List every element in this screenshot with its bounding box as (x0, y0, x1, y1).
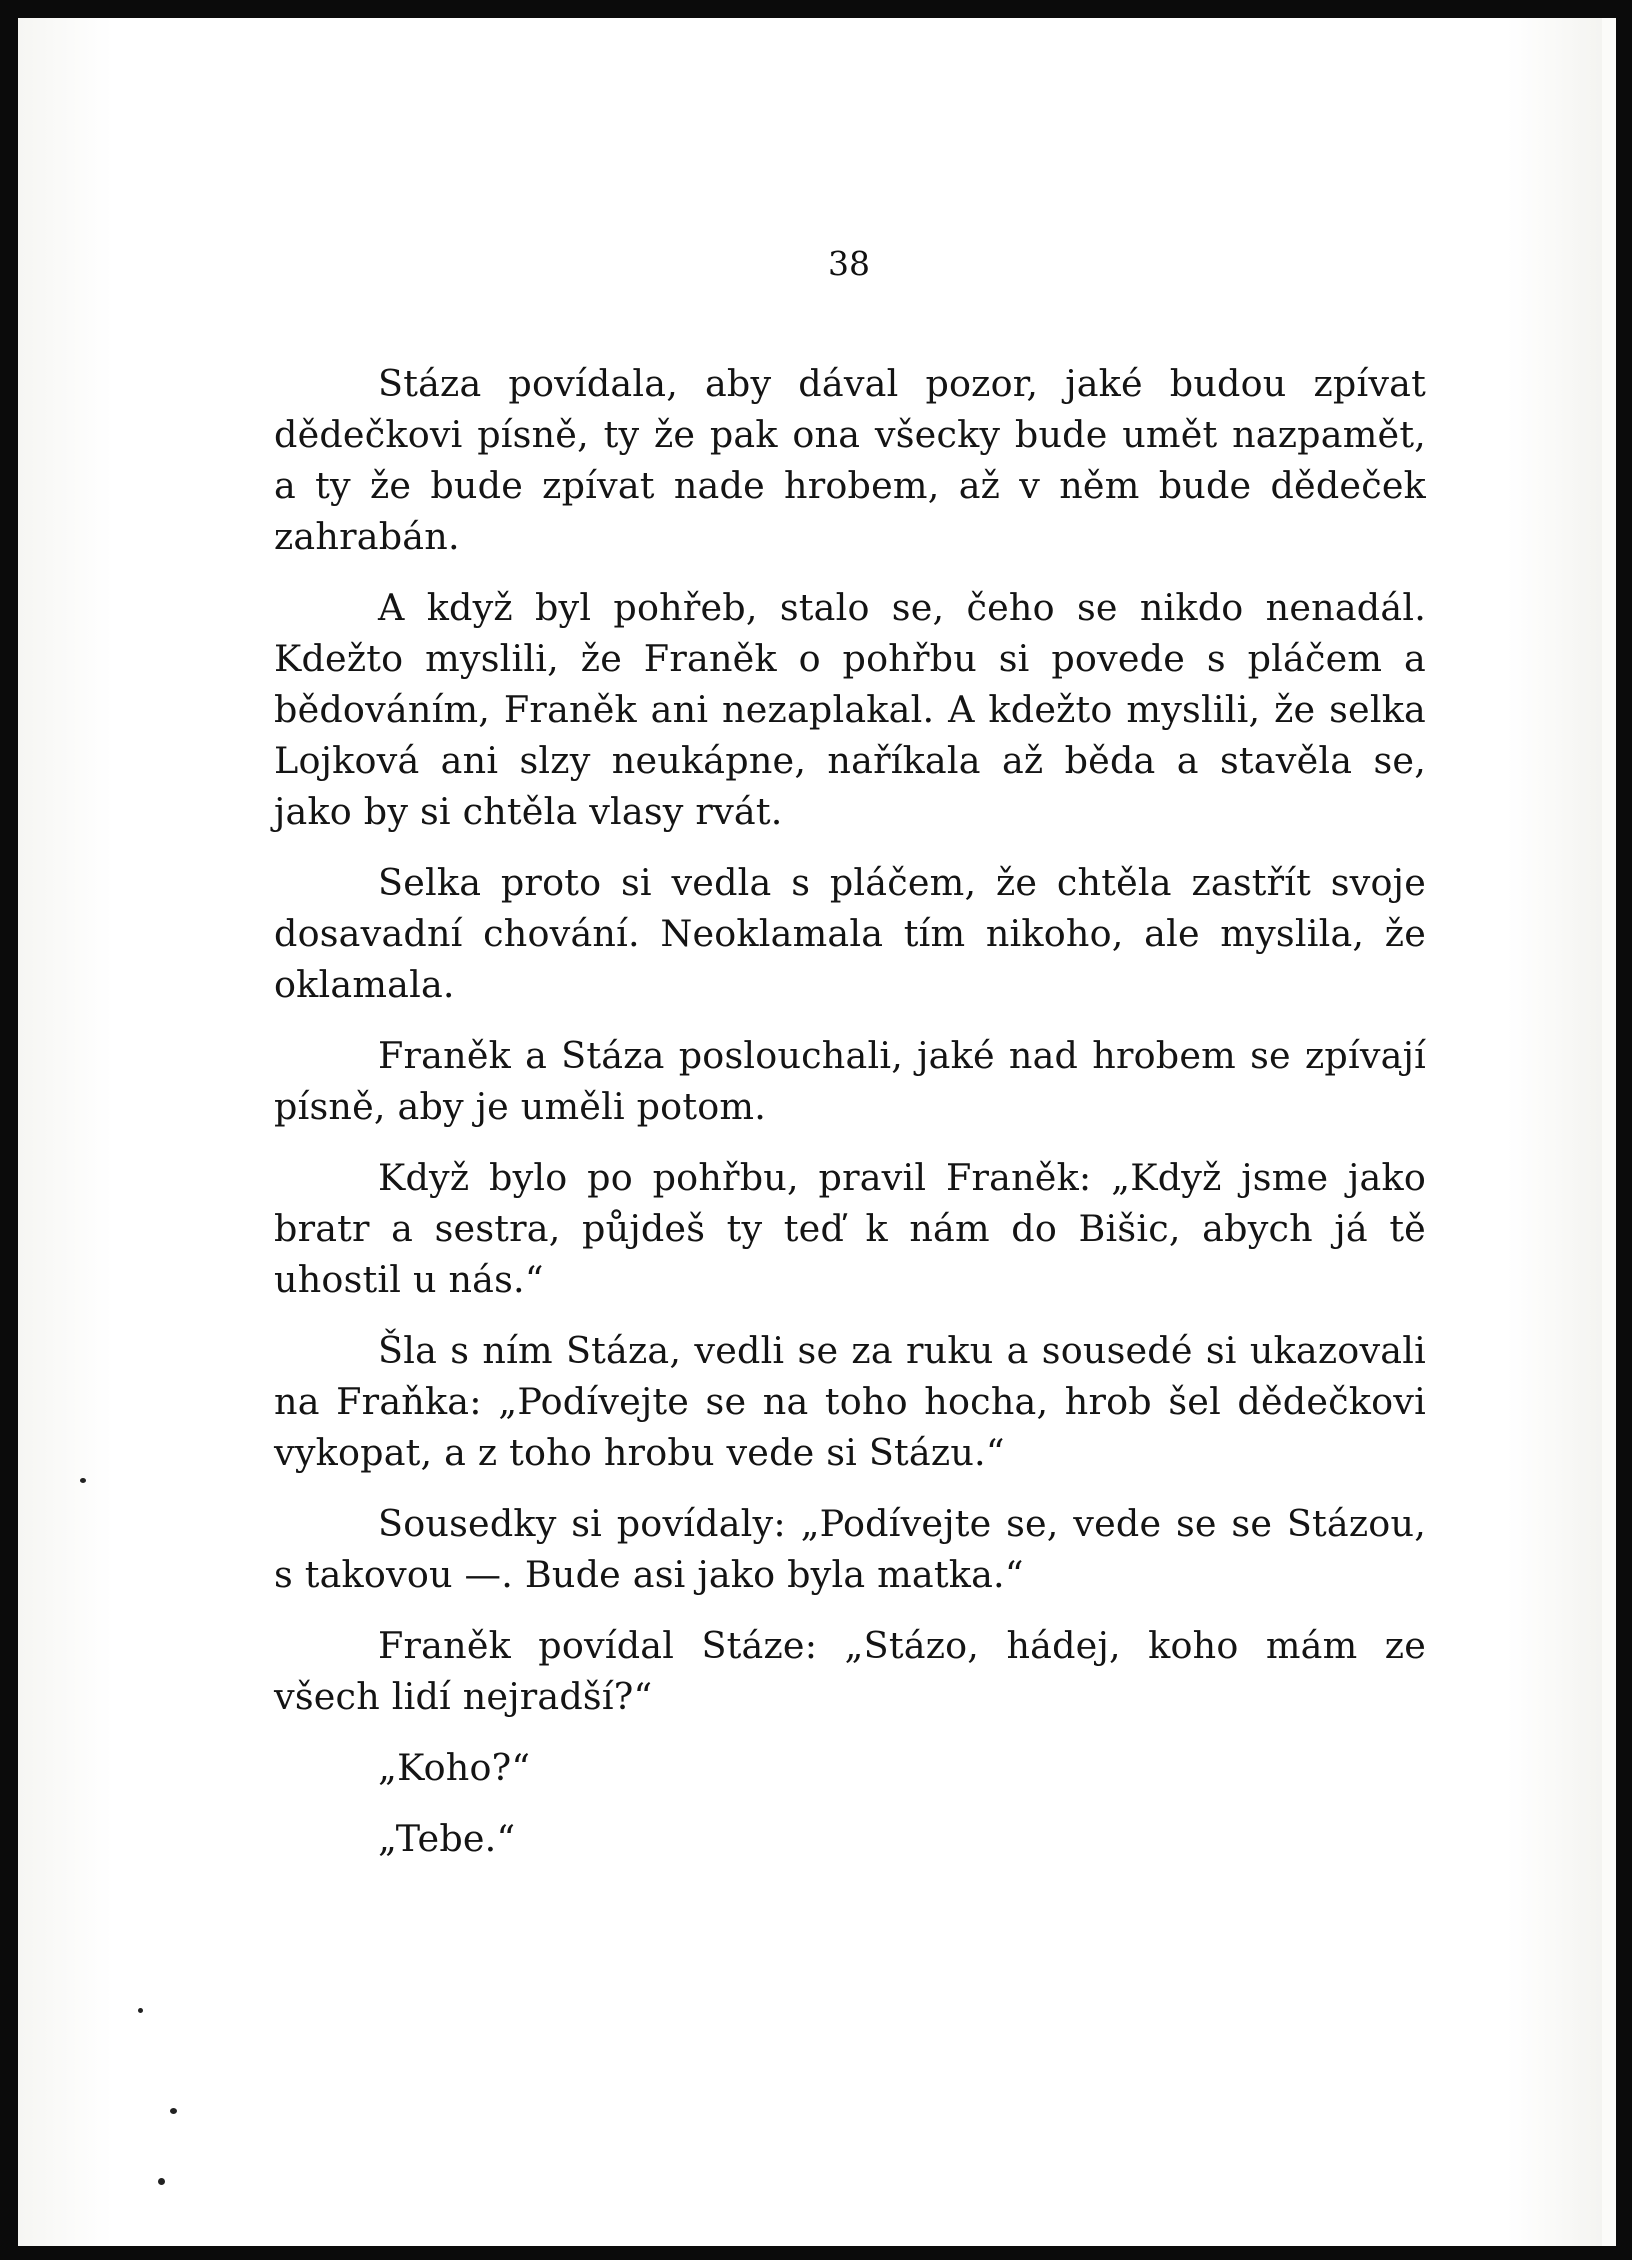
paragraph: Stáza povídala, aby dával pozor, jaké budou zpívat dědečkovi písně, ty že pak ona všecky bude umět nazpamět, a ty že bude zpívat nade hrobem, až v něm bude dědeček zahrabán. (274, 362, 1426, 558)
paragraph: Selka proto si vedla s pláčem, že chtěla zastřít svoje dosavadní chování. Neoklamala tím nikoho, ale myslila, že oklamala. (274, 861, 1426, 1006)
body-text (274, 358, 1426, 1884)
scan-speck (80, 1478, 86, 1483)
scan-speck (158, 2178, 165, 2185)
scan-speck (138, 2008, 143, 2013)
paragraph: Šla s ním Stáza, vedli se za ruku a sousedé si ukazovali na Fraňka: „Podívejte se na toho hocha, hrob šel dědečkovi vykopat, a z toho hrobu vede si Stázu.“ (274, 1329, 1426, 1474)
paragraph: Franěk a Stáza poslouchali, jaké nad hrobem se zpívají písně, aby je uměli potom. (274, 1034, 1426, 1128)
dialogue-line: „Tebe.“ (378, 1817, 516, 1860)
dialogue-line: „Koho?“ (378, 1746, 531, 1789)
scan-speck (170, 2108, 177, 2114)
paragraph: A když byl pohřeb, stalo se, čeho se nikdo nenadál. Kdežto myslili, že Franěk o pohřbu si povede s pláčem a bědováním, Franěk ani nezaplakal. A kdežto myslili, že selka Lojková ani slzy neukápne, naříkala až běda a stavěla se, jako by si chtěla vlasy rvát. (274, 586, 1426, 833)
page-number: 38 (828, 244, 870, 283)
paragraph: Franěk povídal Stáze: „Stázo, hádej, koho mám ze všech lidí nejradší?“ (274, 1624, 1426, 1718)
paragraph: Když bylo po pohřbu, pravil Franěk: „Když jsme jako bratr a sestra, půjdeš ty teď k nám do Bišic, abych já tě uhostil u nás.“ (274, 1156, 1426, 1301)
paragraph: Sousedky si povídaly: „Podívejte se, vede se se Stázou, s takovou —. Bude asi jako byla matka.“ (274, 1502, 1426, 1596)
